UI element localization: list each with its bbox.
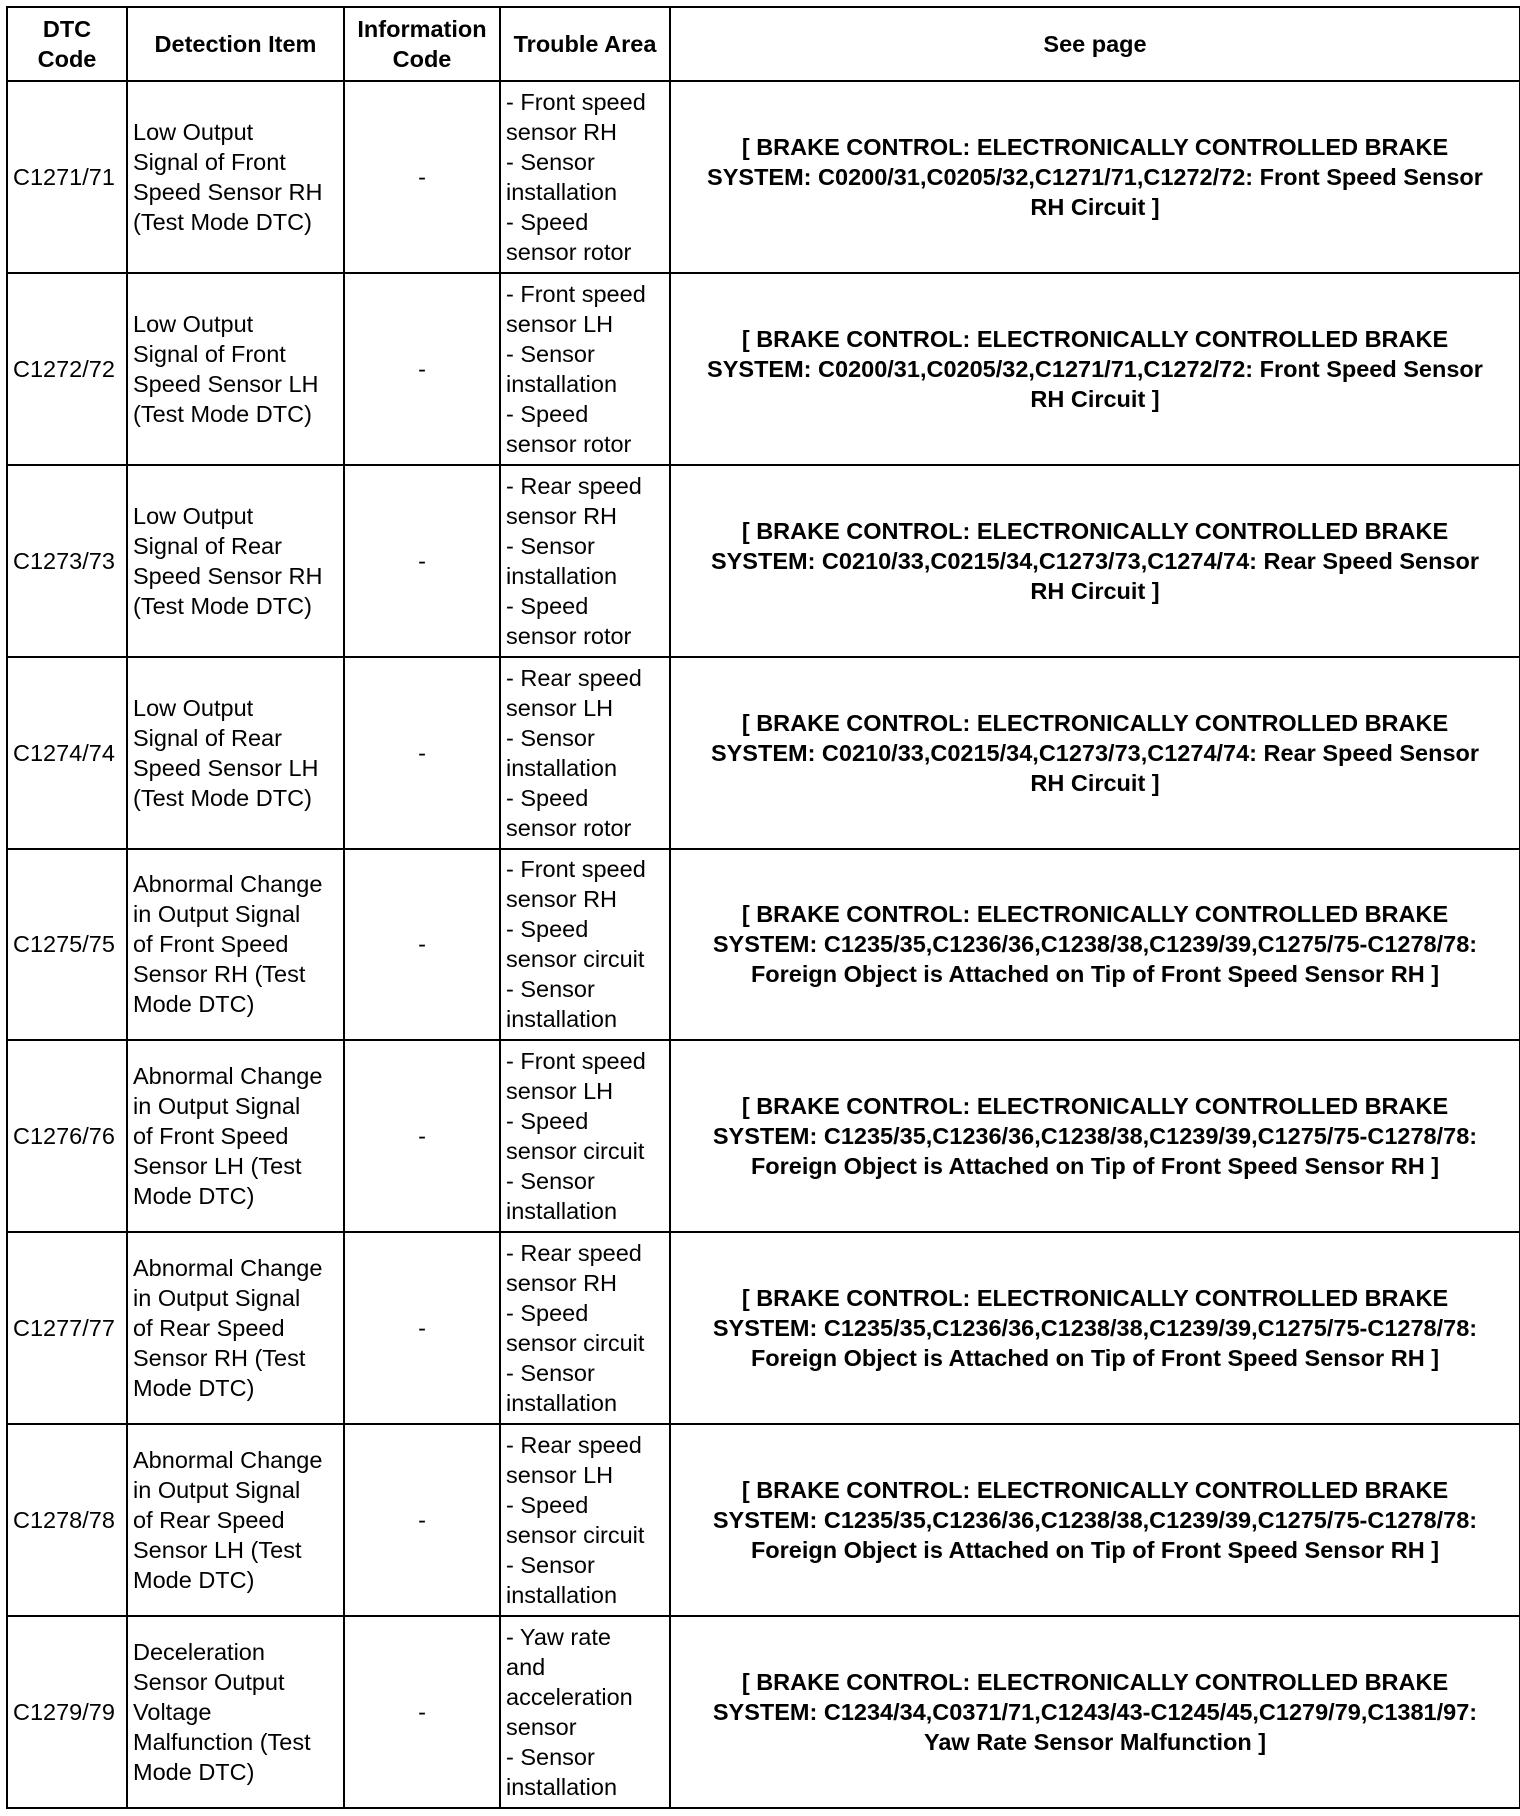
trouble-area-line: - Rear speed — [506, 1240, 642, 1267]
detection-item-cell — [127, 81, 344, 273]
detection-item-line: Low Output — [133, 502, 254, 529]
table-row — [7, 81, 1520, 273]
table-body — [7, 81, 1520, 1808]
dtc-code-cell: C1275/75 — [7, 849, 127, 1041]
trouble-area-line: sensor rotor — [506, 622, 632, 649]
detection-item-line: Speed Sensor LH — [133, 754, 319, 781]
trouble-area-line: sensor circuit — [506, 1522, 645, 1549]
trouble-area-cell — [500, 1040, 670, 1232]
see-page-line: [ BRAKE CONTROL: ELECTRONICALLY CONTROLLED BRAKE — [741, 325, 1449, 352]
trouble-area-line: sensor LH — [506, 694, 614, 721]
detection-item-line: (Test Mode DTC) — [133, 400, 312, 427]
see-page-line: [ BRAKE CONTROL: ELECTRONICALLY CONTROLLED BRAKE — [741, 709, 1449, 736]
see-page-line: SYSTEM: C0200/31,C0205/32,C1271/71,C1272/72: Front Speed Sensor — [707, 163, 1483, 190]
trouble-area-line: - Speed — [506, 208, 589, 235]
trouble-area-cell — [500, 465, 670, 657]
trouble-area-line: sensor RH — [506, 118, 618, 145]
see-page-line: Foreign Object is Attached on Tip of Front Speed Sensor RH ] — [750, 961, 1440, 988]
trouble-area-line: sensor LH — [506, 1462, 614, 1489]
trouble-area-line: installation — [506, 370, 618, 397]
see-page-line: SYSTEM: C0210/33,C0215/34,C1273/73,C1274/74: Rear Speed Sensor — [710, 547, 1480, 574]
see-page-line: SYSTEM: C0210/33,C0215/34,C1273/73,C1274/74: Rear Speed Sensor — [710, 739, 1480, 766]
see-page-line: Foreign Object is Attached on Tip of Front Speed Sensor RH ] — [750, 1153, 1440, 1180]
detection-item-line: Signal of Rear — [133, 724, 282, 751]
trouble-area-line: sensor circuit — [506, 946, 645, 973]
dtc-code-cell: C1271/71 — [7, 81, 127, 273]
trouble-area-line: installation — [506, 754, 618, 781]
see-page-line: SYSTEM: C1234/34,C0371/71,C1243/43-C1245/45,C1279/79,C1381/97: — [712, 1699, 1478, 1725]
detection-item-line: Low Output — [133, 118, 254, 145]
header-row — [7, 7, 1520, 81]
information-code-cell: - — [344, 1616, 500, 1808]
see-page-cell — [670, 273, 1520, 465]
detection-item-line: Speed Sensor RH — [133, 178, 323, 205]
detection-item-line: Abnormal Change — [133, 1447, 323, 1474]
see-page-line: [ BRAKE CONTROL: ELECTRONICALLY CONTROLLED BRAKE — [741, 1477, 1449, 1504]
trouble-area-line: - Sensor — [506, 1744, 595, 1770]
trouble-area-line: sensor RH — [506, 502, 618, 529]
detection-item-line: Sensor LH (Test — [133, 1153, 302, 1180]
detection-item-cell — [127, 657, 344, 849]
see-page-line: [ BRAKE CONTROL: ELECTRONICALLY CONTROLLED BRAKE — [741, 901, 1449, 928]
detection-item-line: Speed Sensor RH — [133, 562, 323, 589]
trouble-area-line: - Speed — [506, 784, 589, 811]
information-code-cell: - — [344, 849, 500, 1041]
information-code-cell: - — [344, 81, 500, 273]
detection-item-line: Mode DTC) — [133, 1375, 255, 1402]
detection-item-line: Signal of Front — [133, 340, 286, 367]
trouble-area-line: - Speed — [506, 592, 589, 619]
detection-item-line: Speed Sensor LH — [133, 370, 319, 397]
trouble-area-line: - Front speed — [506, 280, 646, 307]
trouble-area-line: sensor LH — [506, 310, 614, 337]
trouble-area-cell — [500, 657, 670, 849]
detection-item-line: of Front Speed — [133, 931, 289, 958]
detection-item-line: Sensor RH (Test — [133, 961, 306, 988]
detection-item-line: Low Output — [133, 694, 254, 721]
header-dtc-code — [7, 7, 127, 81]
see-page-line: Foreign Object is Attached on Tip of Front Speed Sensor RH ] — [750, 1345, 1440, 1372]
detection-item-line: (Test Mode DTC) — [133, 592, 312, 619]
detection-item-line: (Test Mode DTC) — [133, 784, 312, 811]
dtc-code-cell: C1273/73 — [7, 465, 127, 657]
trouble-area-cell — [500, 1616, 670, 1808]
see-page-line: [ BRAKE CONTROL: ELECTRONICALLY CONTROLLED BRAKE — [741, 1285, 1449, 1312]
see-page-cell — [670, 1616, 1520, 1808]
dtc-code-cell: C1272/72 — [7, 273, 127, 465]
see-page-line: SYSTEM: C1235/35,C1236/36,C1238/38,C1239/39,C1275/75-C1278/78: — [712, 1123, 1478, 1150]
see-page-cell — [670, 465, 1520, 657]
detection-item-line: Mode DTC) — [133, 1183, 255, 1210]
header-text: Information — [357, 16, 487, 42]
detection-item-line: (Test Mode DTC) — [133, 208, 312, 235]
trouble-area-line: - Front speed — [506, 88, 646, 115]
detection-item-line: Abnormal Change — [133, 1255, 323, 1282]
detection-item-line: Abnormal Change — [133, 871, 323, 898]
dtc-code-cell: C1277/77 — [7, 1232, 127, 1424]
see-page-line: [ BRAKE CONTROL: ELECTRONICALLY CONTROLLED BRAKE — [741, 1093, 1449, 1120]
detection-item-line: Sensor RH (Test — [133, 1345, 306, 1372]
dtc-table — [6, 6, 1520, 1809]
trouble-area-line: installation — [506, 1198, 618, 1225]
header-text: Trouble Area — [513, 31, 657, 57]
information-code-cell: - — [344, 1040, 500, 1232]
detection-item-line: in Output Signal — [133, 901, 301, 928]
see-page-line: [ BRAKE CONTROL: ELECTRONICALLY CONTROLLED BRAKE — [741, 517, 1449, 544]
detection-item-line: Signal of Front — [133, 148, 286, 175]
header-text: See page — [1043, 31, 1147, 57]
trouble-area-line: - Sensor — [506, 340, 595, 367]
see-page-line: [ BRAKE CONTROL: ELECTRONICALLY CONTROLLED BRAKE — [741, 133, 1449, 160]
see-page-cell — [670, 1424, 1520, 1616]
header-detection-item — [127, 7, 344, 81]
trouble-area-line: acceleration — [506, 1684, 633, 1710]
trouble-area-line: - Speed — [506, 916, 589, 943]
trouble-area-line: - Sensor — [506, 1360, 595, 1387]
trouble-area-line: sensor rotor — [506, 430, 632, 457]
see-page-line: SYSTEM: C1235/35,C1236/36,C1238/38,C1239/39,C1275/75-C1278/78: — [712, 1315, 1478, 1342]
table-row — [7, 849, 1520, 1041]
detection-item-line: Abnormal Change — [133, 1063, 323, 1090]
trouble-area-line: - Sensor — [506, 532, 595, 559]
table-row — [7, 1040, 1520, 1232]
see-page-cell — [670, 657, 1520, 849]
information-code-cell: - — [344, 1424, 500, 1616]
see-page-line: SYSTEM: C0200/31,C0205/32,C1271/71,C1272/72: Front Speed Sensor — [707, 355, 1483, 382]
trouble-area-line: - Sensor — [506, 976, 595, 1003]
information-code-cell: - — [344, 1232, 500, 1424]
detection-item-line: Malfunction (Test — [133, 1729, 311, 1755]
trouble-area-line: - Sensor — [506, 1552, 595, 1579]
dtc-code-cell: C1276/76 — [7, 1040, 127, 1232]
see-page-cell — [670, 81, 1520, 273]
trouble-area-line: - Sensor — [506, 1168, 595, 1195]
detection-item-line: Mode DTC) — [133, 991, 255, 1018]
trouble-area-line: - Rear speed — [506, 472, 642, 499]
table-row — [7, 1424, 1520, 1616]
detection-item-line: Sensor Output — [133, 1669, 285, 1695]
trouble-area-cell — [500, 849, 670, 1041]
header-text: Detection Item — [154, 31, 317, 57]
trouble-area-line: - Sensor — [506, 724, 595, 751]
see-page-cell — [670, 849, 1520, 1041]
trouble-area-line: - Speed — [506, 1108, 589, 1135]
dtc-code-cell: C1274/74 — [7, 657, 127, 849]
trouble-area-line: sensor rotor — [506, 814, 632, 841]
detection-item-line: of Rear Speed — [133, 1507, 285, 1534]
detection-item-line: Signal of Rear — [133, 532, 282, 559]
table-row — [7, 657, 1520, 849]
table-row — [7, 1616, 1520, 1808]
detection-item-line: Mode DTC) — [133, 1567, 255, 1594]
trouble-area-line: sensor RH — [506, 1270, 618, 1297]
see-page-line: SYSTEM: C1235/35,C1236/36,C1238/38,C1239/39,C1275/75-C1278/78: — [712, 1507, 1478, 1534]
detection-item-line: Deceleration — [133, 1639, 265, 1665]
dtc-code-cell: C1278/78 — [7, 1424, 127, 1616]
table-row — [7, 1232, 1520, 1424]
detection-item-cell — [127, 1040, 344, 1232]
detection-item-line: of Front Speed — [133, 1123, 289, 1150]
header-text: Code — [392, 46, 452, 72]
trouble-area-line: - Sensor — [506, 148, 595, 175]
detection-item-line: in Output Signal — [133, 1477, 301, 1504]
trouble-area-line: - Speed — [506, 1492, 589, 1519]
trouble-area-cell — [500, 273, 670, 465]
detection-item-line: Voltage — [133, 1699, 212, 1725]
see-page-line: Yaw Rate Sensor Malfunction ] — [923, 1729, 1267, 1755]
detection-item-cell — [127, 465, 344, 657]
trouble-area-line: installation — [506, 178, 618, 205]
trouble-area-cell — [500, 1232, 670, 1424]
information-code-cell: - — [344, 273, 500, 465]
trouble-area-line: sensor — [506, 1714, 577, 1740]
trouble-area-line: and — [506, 1654, 546, 1680]
trouble-area-cell — [500, 81, 670, 273]
dtc-code-cell: C1279/79 — [7, 1616, 127, 1808]
trouble-area-line: - Speed — [506, 400, 589, 427]
trouble-area-line: installation — [506, 1390, 618, 1417]
trouble-area-line: installation — [506, 1582, 618, 1609]
detection-item-cell — [127, 273, 344, 465]
trouble-area-line: - Speed — [506, 1300, 589, 1327]
header-text: Code — [37, 46, 97, 72]
trouble-area-line: installation — [506, 1774, 618, 1800]
trouble-area-line: sensor circuit — [506, 1138, 645, 1165]
see-page-cell — [670, 1232, 1520, 1424]
trouble-area-line: - Rear speed — [506, 1432, 642, 1459]
see-page-cell — [670, 1040, 1520, 1232]
detection-item-line: Low Output — [133, 310, 254, 337]
detection-item-cell — [127, 1616, 344, 1808]
detection-item-line: of Rear Speed — [133, 1315, 285, 1342]
information-code-cell: - — [344, 657, 500, 849]
trouble-area-line: sensor RH — [506, 886, 618, 913]
header-information-code — [344, 7, 500, 81]
trouble-area-line: - Yaw rate — [506, 1624, 611, 1650]
see-page-line: Foreign Object is Attached on Tip of Front Speed Sensor RH ] — [750, 1537, 1440, 1564]
header-see-page — [670, 7, 1520, 81]
detection-item-line: in Output Signal — [133, 1093, 301, 1120]
trouble-area-line: - Front speed — [506, 856, 646, 883]
detection-item-line: in Output Signal — [133, 1285, 301, 1312]
detection-item-cell — [127, 1232, 344, 1424]
see-page-line: RH Circuit ] — [1030, 385, 1160, 412]
header-trouble-area — [500, 7, 670, 81]
table-row — [7, 465, 1520, 657]
see-page-line: RH Circuit ] — [1030, 769, 1160, 796]
trouble-area-line: - Rear speed — [506, 664, 642, 691]
trouble-area-line: sensor circuit — [506, 1330, 645, 1357]
trouble-area-line: - Front speed — [506, 1048, 646, 1075]
detection-item-cell — [127, 1424, 344, 1616]
header-text: DTC — [42, 16, 92, 42]
trouble-area-line: sensor rotor — [506, 238, 632, 265]
see-page-line: RH Circuit ] — [1030, 577, 1160, 604]
trouble-area-line: installation — [506, 562, 618, 589]
information-code-cell: - — [344, 465, 500, 657]
detection-item-line: Mode DTC) — [133, 1759, 255, 1785]
see-page-line: SYSTEM: C1235/35,C1236/36,C1238/38,C1239/39,C1275/75-C1278/78: — [712, 931, 1478, 958]
table-row — [7, 273, 1520, 465]
see-page-line: RH Circuit ] — [1030, 193, 1160, 220]
detection-item-line: Sensor LH (Test — [133, 1537, 302, 1564]
trouble-area-line: installation — [506, 1006, 618, 1033]
trouble-area-cell — [500, 1424, 670, 1616]
see-page-line: [ BRAKE CONTROL: ELECTRONICALLY CONTROLLED BRAKE — [741, 1669, 1449, 1695]
detection-item-cell — [127, 849, 344, 1041]
trouble-area-line: sensor LH — [506, 1078, 614, 1105]
